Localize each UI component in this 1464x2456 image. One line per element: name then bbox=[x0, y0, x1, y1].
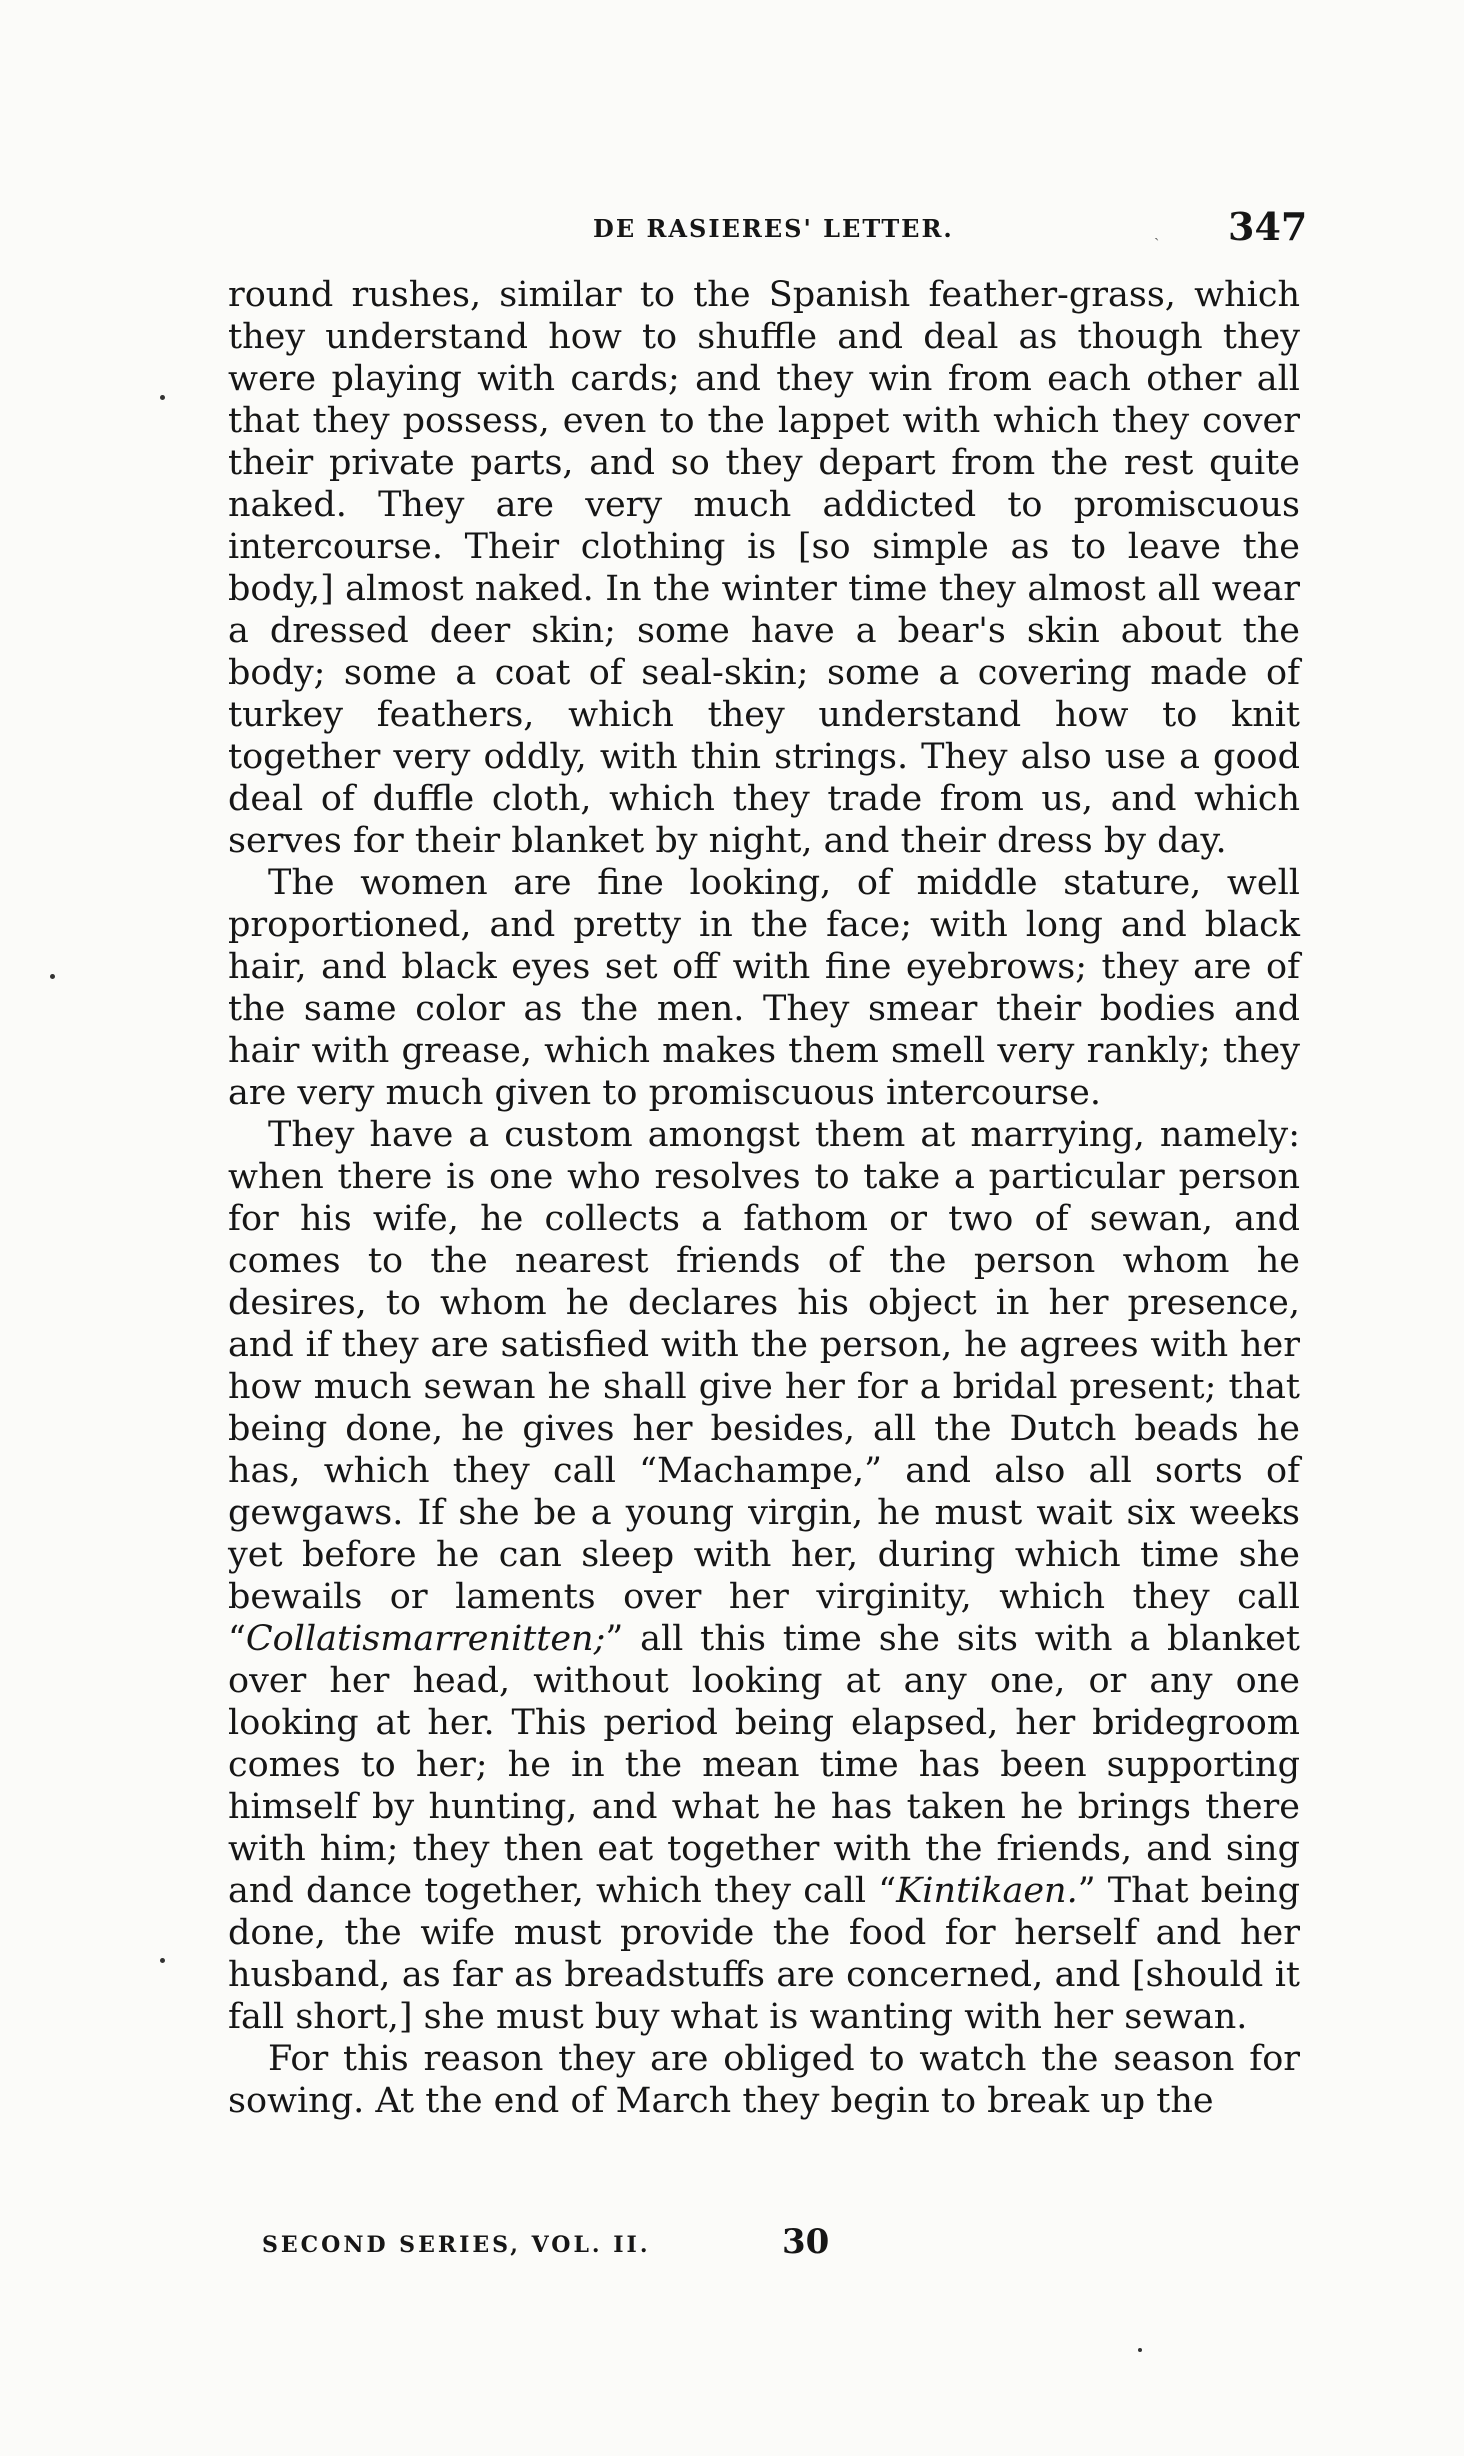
header-mark: ˎ bbox=[1154, 222, 1160, 241]
margin-speck bbox=[1138, 2348, 1142, 2352]
paragraph-3 bbox=[228, 1114, 1300, 2038]
margin-speck bbox=[160, 1958, 165, 1963]
page-footer bbox=[262, 2222, 1162, 2272]
margin-speck bbox=[160, 395, 165, 400]
paragraph-2: The women are fine looking, of middle stature, well proportioned, and pretty in the face; with long and black hair, and black eyes set off with fine eyebrows; they are of the same color as the men. They smear their bodies and hair with grease, which makes them smell very rankly; they are very much given to promiscuous intercourse. bbox=[228, 863, 1300, 1113]
page-number: 347 bbox=[1228, 204, 1308, 249]
signature-number: 30 bbox=[782, 2222, 830, 2262]
native-word-collatismarrenitten: Collatismarrenitten; bbox=[245, 1619, 606, 1659]
signature-line: SECOND SERIES, VOL. II. bbox=[262, 2232, 651, 2258]
page-header bbox=[228, 204, 1308, 260]
native-word-kintikaen: Kintikaen. bbox=[896, 1871, 1078, 1911]
margin-speck bbox=[50, 974, 55, 979]
paragraph-3-text-b: ” all this time she sits with a blanket over her head, without looking at any one, or any one looking at her. This period being elapsed, her bridegroom comes to her; he in the mean time has been supporting himself by hunting, and what he has taken he brings there with him; they then eat together with the friends, and sing and dance together, which they call “ bbox=[228, 1619, 1300, 1911]
body-text bbox=[228, 274, 1300, 2122]
paragraph-1: round rushes, similar to the Spanish feather-grass, which they understand how to shuffle and deal as though they were playing with cards; and they win from each other all that they possess, even to the lappet with which they cover their private parts, and so they depart from the rest quite naked. They are very much addicted to promiscuous intercourse. Their clothing is [so simple as to leave the body,] almost naked. In the winter time they almost all wear a dressed deer skin; some have a bear's skin about the body; some a coat of seal-skin; some a covering made of turkey feathers, which they understand how to knit together very oddly, with thin strings. They also use a good deal of duffle cloth, which they trade from us, and which serves for their blanket by night, and their dress by day. bbox=[228, 275, 1300, 861]
paragraph-3-text-a: They have a custom amongst them at marrying, namely: when there is one who resolves to take a particular person for his wife, he collects a fathom or two of sewan, and comes to the nearest friends of the person whom he desires, to whom he declares his object in her presence, and if they are satisfied with the person, he agrees with her how much sewan he shall give her for a bridal present; that being done, he gives her besides, all the Dutch beads he has, which they call “Machampe,” and also all sorts of gewgaws. If she be a young virgin, he must wait six weeks yet before he can sleep with her, during which time she bewails or laments over her virginity, which they call “ bbox=[228, 1115, 1300, 1659]
paragraph-3-text-c: ” That being done, the wife must provide the food for herself and her husband, as far as breadstuffs are concerned, and [should it fall short,] she must buy what is wanting with her sewan. bbox=[228, 1871, 1300, 2037]
paragraph-4: For this reason they are obliged to watch the season for sowing. At the end of March they begin to break up the bbox=[228, 2039, 1300, 2121]
running-head: DE RASIERES' LETTER. bbox=[593, 214, 954, 243]
